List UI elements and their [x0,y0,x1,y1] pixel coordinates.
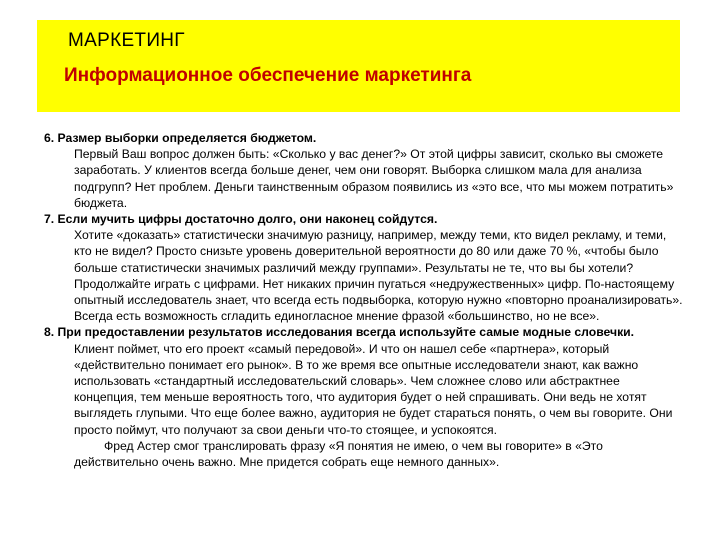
item-8 [44,324,684,470]
item-body: Клиент поймет, что его проект «самый передовой». И что он нашел себе «партнера», который «действительно понимает его рынок». В то же время все опытные исследователи знают, как важно использовать «стандартный исследовательский словарь». Чем сложнее слово или абстрактнее концепция, тем меньше вероятность того, что аудитория будет о ней спрашивать. Они ведь не хотят выглядеть глупыми. Что еще более важно, аудитория не будет стараться понять, о чем вы говорите. Они просто поймут, что получают за свои деньги что-то стоящее, и успокоятся. [74,341,673,437]
item-7 [44,211,684,324]
quote-text: Фред Астер смог транслировать фразу «Я понятия не имею, о чем вы говорите» в «Это действительно очень важно. Мне придется собрать еще немного данных». [74,438,603,470]
item-body: Первый Ваш вопрос должен быть: «Сколько у вас денег?» От этой цифры зависит, сколько вы сможете заработать. У клиентов всегда больше денег, чем они говорят. Выборка слишком мала для анализа подгрупп? Нет проблем. Деньги таинственным образом появились из «это все, что мы можем потратить» бюджета. [74,147,674,210]
item-quote [44,438,684,470]
slide-subtitle: Информационное обеспечение маркетинга [64,65,472,86]
item-heading: 6. Размер выборки определяется бюджетом. [44,131,317,145]
slide-content [44,130,684,470]
item-body: Хотите «доказать» статистически значимую разницу, например, между теми, кто видел рекламу, и теми, кто не видел? Просто снизьте уровень доверительной вероятности до 80 или даже 70 %, «чтобы было больше статистически значимых различий между группами». Результаты не те, что вы бы хотели? Продолжайте играть с цифрами. Нет никаких причин пугаться «недружественных» цифр. По-настоящему опытный исследователь знает, что всегда есть подвыборка, которую нужно «повторно проанализировать». Всегда есть возможность сгладить единогласное мнение фразой «большинство, но не все». [74,228,683,324]
item-heading: 8. При предоставлении результатов исследования всегда используйте самые модные словечки. [44,325,635,340]
slide-title: МАРКЕТИНГ [68,30,185,51]
item-heading: 7. Если мучить цифры достаточно долго, они наконец сойдутся. [44,212,438,227]
item-6 [44,130,684,211]
